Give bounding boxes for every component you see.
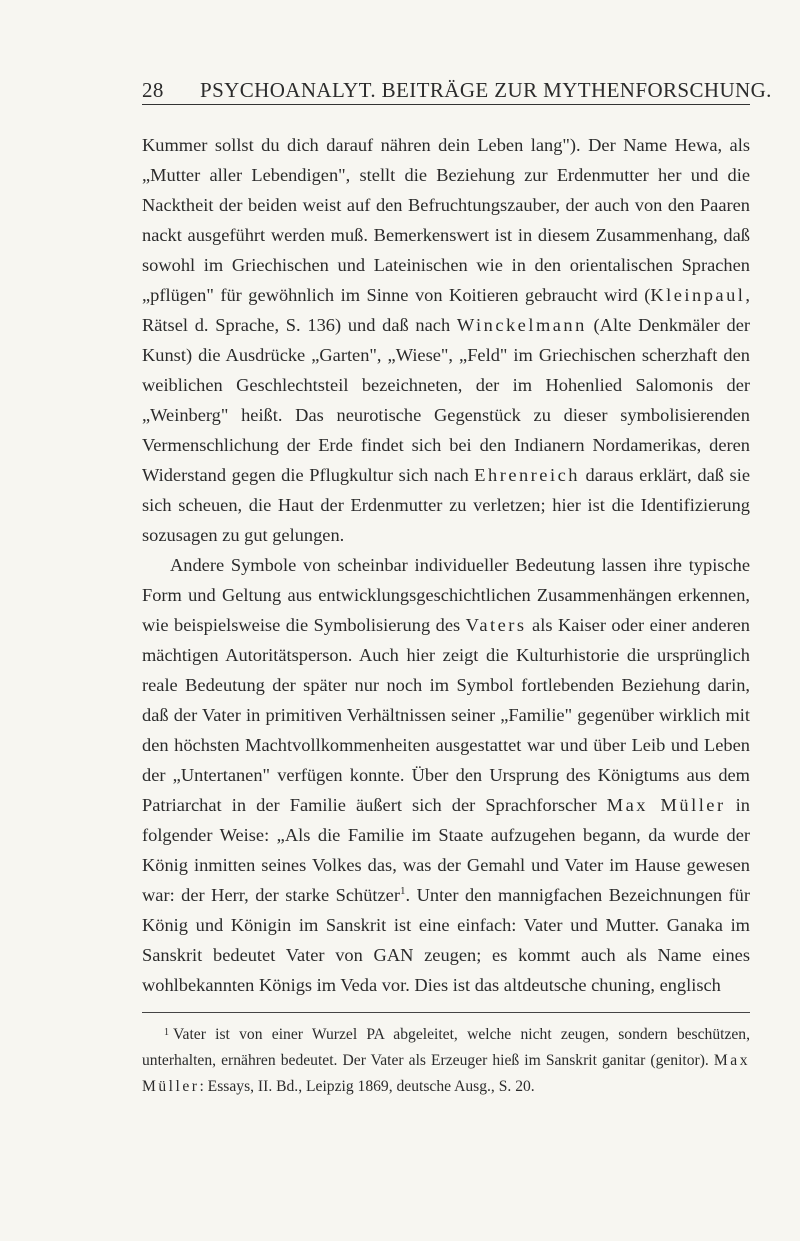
body-text [142,130,750,1000]
page-header [142,78,772,104]
paragraph-1-text-d: daraus erklärt, daß sie sich scheuen, die Haut der Erdenmutter zu verletzen; hier ist die Identifizierung sozusagen zu gut gelungen. [142,465,750,545]
paragraph-1-text-b: , Rätsel d. Sprache, S. 136) und daß nach [142,285,750,335]
footnote-rule [142,1012,750,1013]
author-kleinpaul: Kleinpaul [650,285,746,305]
footnote [142,1020,750,1100]
paragraph-2-text-a: Andere Symbole von scheinbar individueller Bedeutung lassen ihre typische Form und Geltung aus entwicklungsgeschichtlichen Zusammenhängen erkennen, wie beispielsweise die Symbolisierung des [142,555,750,635]
footnote-reference: 1 [399,885,406,897]
running-head: PSYCHOANALYT. BEITRÄGE ZUR MYTHENFORSCHUNG. [200,78,772,102]
paragraph-1-text-c: (Alte Denkmäler der Kunst) die Ausdrücke „Garten", „Wiese", „Feld" im Griechischen scherzhaft den weiblichen Geschlechtsteil bezeichneten, der im Hohenlied Salomonis der „Weinberg" heißt. Das neurotische Gegenstück zu dieser symbolisierenden Vermenschlichung der Erde findet sich bei den Indianern Nordamerikas, deren Widerstand gegen die Pflugkultur sich nach [142,315,750,485]
paragraph-1 [142,130,750,550]
footnote-text-a: Vater ist von einer Wurzel PA abgeleitet, welche nicht zeugen, sondern beschützen, unterhalten, ernähren bedeutet. Der Vater als Erzeuger hieß im Sanskrit ganitar (genitor). [142,1026,750,1069]
paragraph-2 [142,550,750,1000]
author-winckelmann: Winckelmann [456,315,587,335]
footnote-text-b: : Essays, II. Bd., Leipzig 1869, deutsche Ausg., S. 20. [199,1078,535,1095]
paragraph-2-text-d: . Unter den mannigfachen Bezeichnungen für König und Königin im Sanskrit ist eine einfach: Vater und Mutter. Ganaka im Sanskrit bedeutet Vater von GAN zeugen; es kommt auch als Name eines wohlbekannten Königs im Veda vor. Dies ist das altdeutsche chuning, englisch [142,885,751,995]
paragraph-2-text-b: als Kaiser oder einer anderen mächtigen Autoritätsperson. Auch hier zeigt die Kulturhistorie die ursprünglich reale Bedeutung der später nur noch im Symbol fortlebenden Beziehung darin, daß der Vater in primitiven Verhältnissen seiner „Familie" gegenüber wirklich mit den höchsten Machtvollkommenheiten ausgestattet war und über Leib und Leben der „Untertanen" verfügen konnte. Über den Ursprung des Königtums aus dem Patriarchat in der Familie äußert sich der Sprachforscher [142,615,750,815]
paragraph-2-text-c: in folgender Weise: „Als die Familie im Staate aufzugehen begann, da wurde der König inmitten seines Volkes das, was der Gemahl und Vater im Hause gewesen war: der Herr, der starke Schützer [142,795,750,905]
paragraph-1-text-a: Kummer sollst du dich darauf nähren dein Leben lang"). Der Name Hewa, als „Mutter aller Lebendigen", stellt die Beziehung zur Erdenmutter her und die Nacktheit der beiden weist auf den Befruchtungszauber, der auch von den Paaren nackt ausgeführt werden muß. Bemerkenswert ist in diesem Zusammenhang, daß sowohl im Griechischen und Lateinischen wie in den orientalischen Sprachen „pflügen" für gewöhnlich im Sinne von Koitieren gebraucht wird ( [142,135,750,305]
emphasis-vaters: Vaters [465,615,527,635]
footnote-mark: 1 [164,1027,169,1038]
author-ehrenreich: Ehrenreich [474,465,580,485]
author-max-mueller: Max Müller [606,795,726,815]
page-number: 28 [142,78,164,102]
header-rule [142,104,750,105]
footnote-author-max-mueller: Max Müller [142,1052,750,1095]
